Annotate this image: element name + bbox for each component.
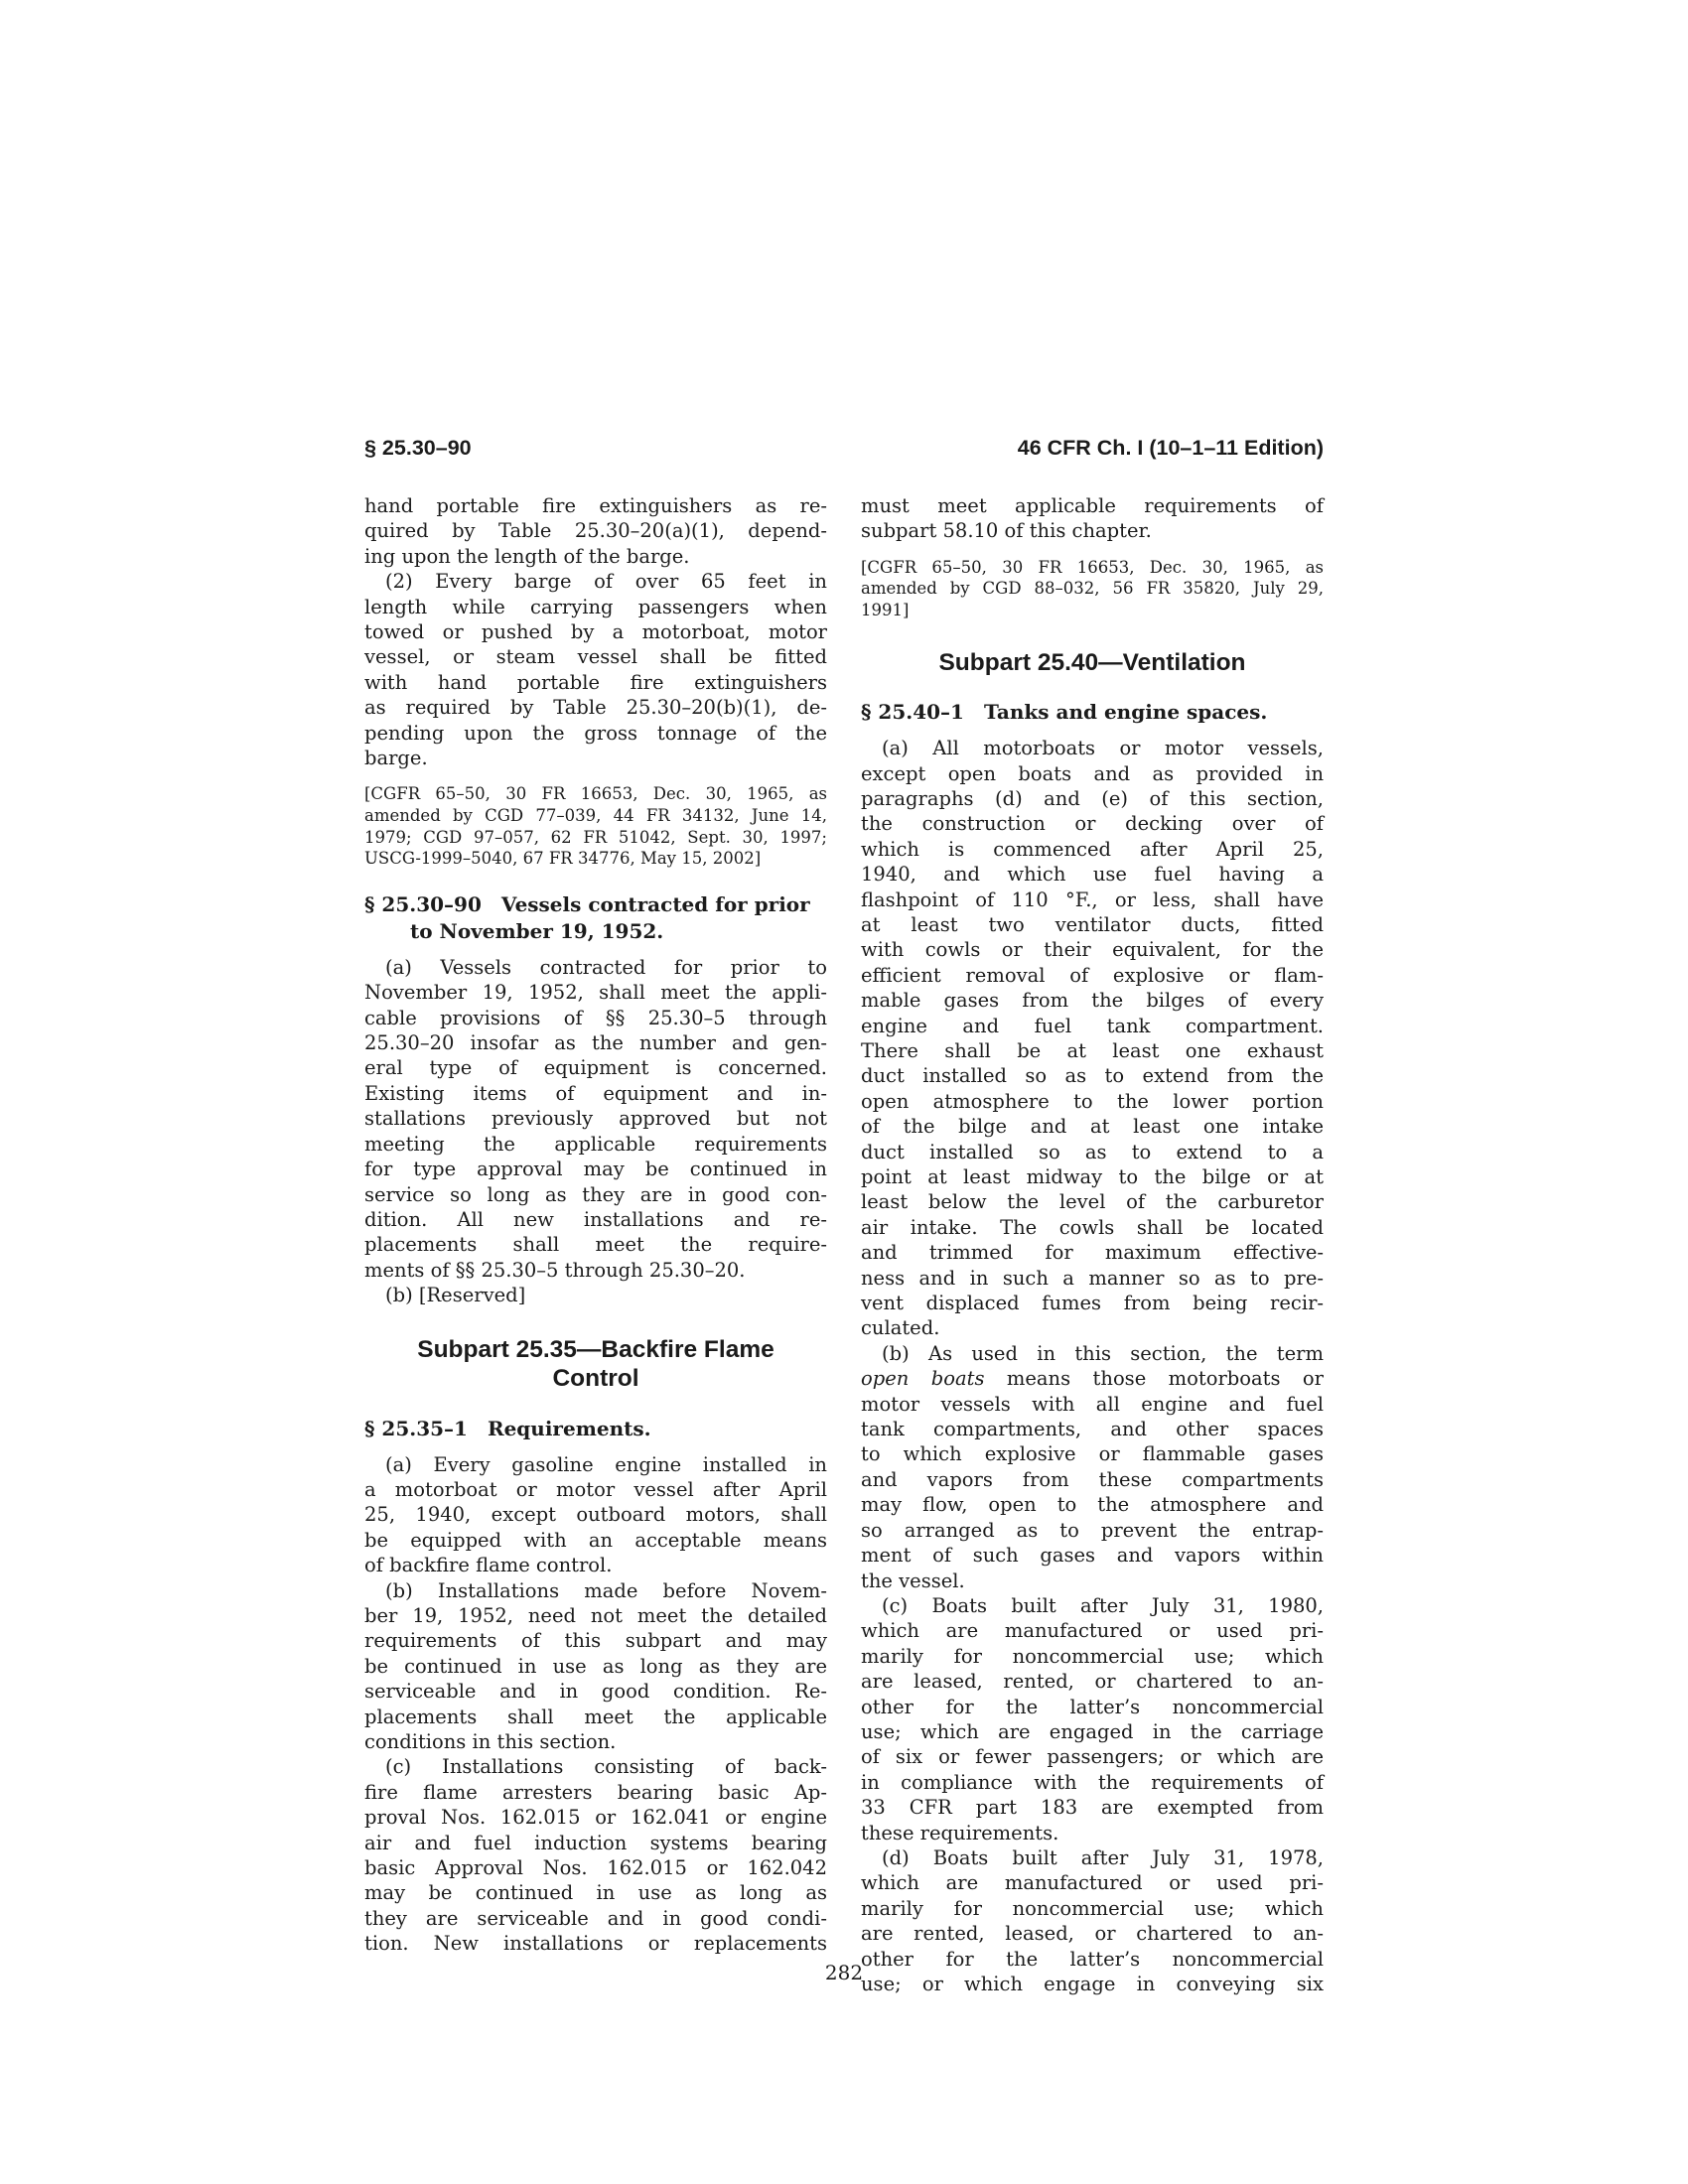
text-line: (b) [Reserved] [385,1284,526,1307]
text-line: vessel, or steam vessel shall be fitted [364,645,827,669]
text-line: Subpart 25.40—Ventilation [938,648,1246,676]
text-line: air and fuel induction systems bearing [364,1831,827,1854]
text-line: cable provisions of §§ 25.30–5 through [364,1006,827,1029]
section-heading [861,699,1324,726]
text-line: 25, 1940, except outboard motors, shall [364,1503,827,1527]
text-line: duct installed so as to extend from the [861,1064,1324,1088]
running-head-section: § 25.30–90 [364,436,472,460]
text-line: mable gases from the bilges of every [861,989,1324,1013]
text-line: 33 CFR part 183 are exempted from [861,1796,1324,1820]
text-line: (a) All motorboats or motor vessels, [882,737,1324,760]
text-line: ness and in such a manner so as to pre- [861,1266,1324,1290]
text-line: motor vessels with all engine and fuel [861,1392,1324,1416]
text-line: length while carrying passengers when [364,595,827,618]
text-line: they are serviceable and in good condi- [364,1906,827,1930]
text-line: [CGFR 65–50, 30 FR 16653, Dec. 30, 1965, as [364,784,827,804]
text-line: the vessel. [861,1569,965,1592]
text-line: which are manufactured or used pri- [861,1619,1324,1643]
text-line: these requirements. [861,1821,1059,1844]
text-line: ments of §§ 25.30–5 through 25.30–20. [364,1258,746,1282]
page-number: 282 [824,1961,864,1984]
text-line: Subpart 25.35—Backfire Flame [417,1335,774,1363]
body-paragraph [364,1283,827,1307]
text-line: Control [552,1365,639,1393]
text-line: other for the latter’s noncommercial [861,1695,1324,1718]
text-line: flashpoint of 110 °F., or less, shall have [861,887,1324,911]
text-line: least below the level of the carburetor [861,1190,1324,1214]
text-line: hand portable fire extinguishers as re- [364,494,827,517]
text-line: paragraphs (d) and (e) of this section, [861,786,1324,810]
text-line: [CGFR 65–50, 30 FR 16653, Dec. 30, 1965, as [861,557,1324,577]
text-line: except open boats and as provided in [861,761,1324,785]
body-paragraph [861,1341,1324,1593]
text-line: of the bilge and at least one intake [861,1115,1324,1139]
text-line: so arranged as to prevent the entrap- [861,1518,1324,1542]
text-line: (2) Every barge of over 65 feet in [385,570,827,594]
text-line: requirements of this subpart and may [364,1629,827,1653]
text-line: (a) Vessels contracted for prior to [385,955,827,979]
text-line: tion. New installations or replacements [364,1932,827,1956]
text-line: for type approval may be continued in [364,1158,827,1181]
text-line: dition. All new installations and re- [364,1207,827,1231]
text-line: and vapors from these compartments [861,1467,1324,1491]
text-line: may be continued in use as long as [364,1881,827,1905]
text-line: USCG-1999–5040, 67 FR 34776, May 15, 2002] [364,849,762,869]
text-line: 1979; CGD 97–057, 62 FR 51042, Sept. 30, 1997; [364,827,827,847]
text-line: amended by CGD 88–032, 56 FR 35820, July 29, [861,579,1324,599]
body-paragraph [861,493,1324,544]
text-line: quired by Table 25.30–20(a)(1), depend- [364,519,827,543]
text-line: point at least midway to the bilge or at [861,1165,1324,1188]
body-paragraph [364,1754,827,1956]
text-line: 1991] [861,601,910,619]
text-line: engine and fuel tank compartment. [861,1014,1324,1037]
text-line: proval Nos. 162.015 or 162.041 or engine [364,1806,827,1830]
text-line: service so long as they are in good con- [364,1182,827,1206]
text-line: are rented, leased, or chartered to an- [861,1922,1324,1946]
text-line: (b) Installations made before Novem- [385,1578,827,1602]
text-line: § 25.35–1 Requirements. [364,1416,651,1440]
text-line: the construction or decking over of [861,812,1324,836]
citation-note [861,557,1324,621]
text-line: (b) As used in this section, the term [882,1341,1324,1365]
text-line: ber 19, 1952, need not meet the detailed [364,1603,827,1627]
text-line: (c) Boats built after July 31, 1980, [882,1593,1324,1617]
text-line: 1940, and which use fuel having a [861,863,1324,887]
text-line: stallations previously approved but not [364,1107,827,1131]
text-line: ment of such gases and vapors within [861,1544,1324,1568]
body-paragraph [861,736,1324,1341]
text-line: air intake. The cowls shall be located [861,1215,1324,1239]
text-line: at least two ventilator ducts, fitted [861,912,1324,936]
text-line: to November 19, 1952. [410,918,664,943]
text-line: (d) Boats built after July 31, 1978, [882,1845,1324,1869]
text-line: § 25.30–90 Vessels contracted for prior [364,891,810,916]
section-heading [364,891,827,945]
text-line: culated. [861,1316,940,1340]
text-line: serviceable and in good condition. Re- [364,1680,827,1704]
text-line: with hand portable fire extinguishers [364,670,827,694]
text-line: efficient removal of explosive or flam- [861,963,1324,987]
text-line: conditions in this section. [364,1730,617,1753]
text-line: There shall be at least one exhaust [861,1038,1324,1062]
text-line: fire flame arresters bearing basic Ap- [364,1780,827,1804]
text-line: with cowls or their equivalent, for the [861,938,1324,962]
text-line: (a) Every gasoline engine installed in [385,1452,827,1476]
text-line: towed or pushed by a motorboat, motor [364,620,827,644]
body-paragraph [364,955,827,1283]
text-line: barge. [364,747,428,770]
text-line: which are manufactured or used pri- [861,1871,1324,1895]
text-line: vent displaced fumes from being recir- [861,1292,1324,1315]
text-line: are leased, rented, or chartered to an- [861,1670,1324,1694]
body-paragraph [861,1593,1324,1845]
text-line: open boats means those motorboats or [861,1367,1324,1391]
text-line: use; or which engage in conveying six [861,1973,1324,1995]
text-line: to which explosive or flammable gases [861,1442,1324,1466]
text-line: of backfire flame control. [364,1554,613,1577]
text-line: meeting the applicable requirements [364,1132,827,1156]
body-paragraph [364,1452,827,1578]
text-line: marily for noncommercial use; which [861,1644,1324,1668]
text-line: ing upon the length of the barge. [364,544,690,568]
body-paragraph [364,493,827,569]
text-line: which is commenced after April 25, [861,837,1324,861]
text-line: eral type of equipment is concerned. [364,1056,827,1080]
text-line: 25.30–20 insofar as the number and gen- [364,1031,827,1055]
text-line: must meet applicable requirements of [861,494,1324,517]
text-line: of six or fewer passengers; or which are [861,1745,1324,1769]
text-line: placements shall meet the require- [364,1233,827,1257]
subpart-heading [861,648,1324,678]
text-line: and trimmed for maximum effective- [861,1241,1324,1265]
text-line: (c) Installations consisting of back- [385,1755,827,1779]
right-column [861,493,1324,1996]
text-line: Existing items of equipment and in- [364,1081,827,1105]
text-columns [364,493,1324,1996]
text-line: subpart 58.10 of this chapter. [861,519,1152,543]
text-line: placements shall meet the applicable [364,1705,827,1728]
text-line: as required by Table 25.30–20(b)(1), de- [364,696,827,720]
text-line: tank compartments, and other spaces [861,1418,1324,1441]
running-head-edition: 46 CFR Ch. I (10–1–11 Edition) [1017,436,1324,460]
text-line: open atmosphere to the lower portion [861,1089,1324,1113]
text-line: other for the latter’s noncommercial [861,1947,1324,1971]
page-content [364,435,1324,1996]
text-line: be equipped with an acceptable means [364,1528,827,1552]
text-line: § 25.40–1 Tanks and engine spaces. [861,700,1268,725]
body-paragraph [364,569,827,770]
text-line: duct installed so as to extend to a [861,1140,1324,1163]
body-paragraph [364,1578,827,1755]
section-heading [364,1416,827,1442]
text-line: a motorboat or motor vessel after April [364,1477,827,1501]
text-line: pending upon the gross tonnage of the [364,721,827,745]
text-line: in compliance with the requirements of [861,1770,1324,1794]
text-line: basic Approval Nos. 162.015 or 162.042 [364,1856,827,1880]
text-line: amended by CGD 77–039, 44 FR 34132, June 14, [364,806,827,826]
text-line: be continued in use as long as they are [364,1654,827,1678]
subpart-heading [364,1335,827,1394]
text-line: use; which are engaged in the carriage [861,1719,1324,1743]
left-column [364,493,827,1996]
text-line: November 19, 1952, shall meet the appli- [364,981,827,1005]
citation-note [364,783,827,869]
text-line: may flow, open to the atmosphere and [861,1493,1324,1517]
running-head [364,435,1324,461]
text-line: marily for noncommercial use; which [861,1896,1324,1920]
